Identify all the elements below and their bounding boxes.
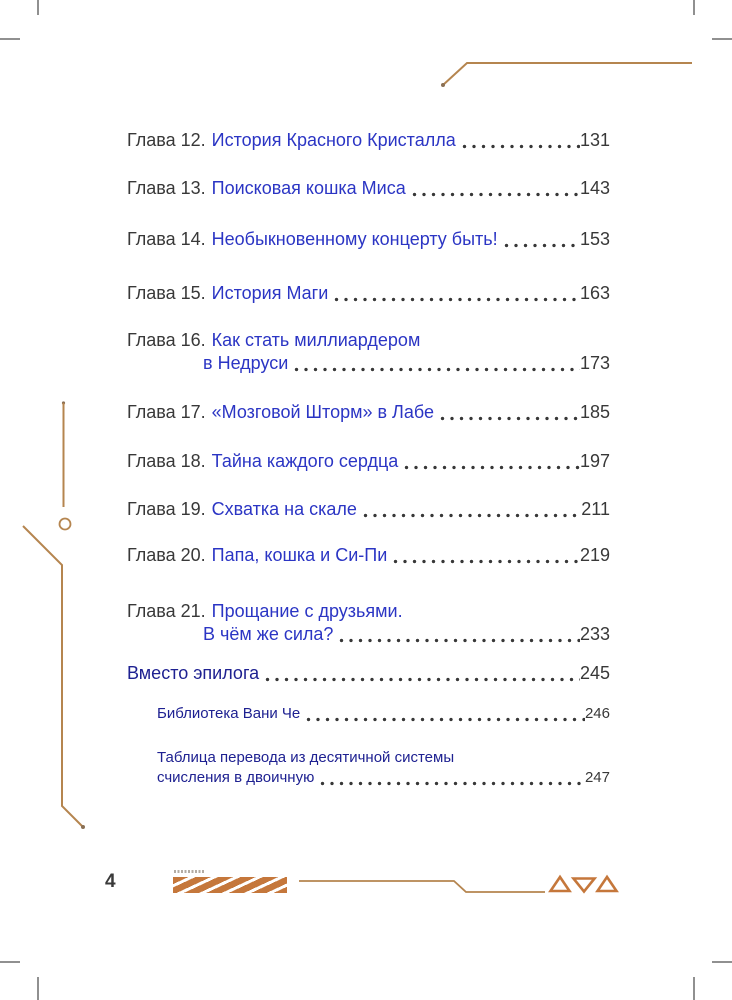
toc-entry bbox=[127, 282, 610, 305]
page-ref: 197 bbox=[579, 451, 610, 471]
dot-leader bbox=[294, 367, 580, 372]
chapter-title: Схватка на скале bbox=[211, 499, 357, 519]
chapter-title: Необыкновенному концерту быть! bbox=[211, 229, 498, 249]
page-ref: 131 bbox=[579, 130, 610, 150]
page-ref: 245 bbox=[579, 663, 610, 683]
dot-leader bbox=[504, 243, 580, 248]
toc-entry bbox=[127, 177, 610, 200]
toc-entry bbox=[127, 129, 610, 152]
chapter-label: Глава 15. bbox=[127, 283, 206, 303]
dot-leader bbox=[320, 781, 585, 786]
margin-line-left-icon bbox=[23, 401, 85, 829]
page-ref: 173 bbox=[579, 353, 610, 373]
chapter-label: Глава 19. bbox=[127, 499, 206, 519]
chapter-label: Глава 14. bbox=[127, 229, 206, 249]
page-ref: 153 bbox=[579, 229, 610, 249]
dot-leader bbox=[393, 559, 580, 564]
dot-leader bbox=[462, 144, 580, 149]
toc-entry bbox=[127, 600, 610, 646]
chapter-title: Поисковая кошка Миса bbox=[211, 178, 406, 198]
chapter-label: Глава 12. bbox=[127, 130, 206, 150]
page-ref: 233 bbox=[579, 624, 610, 644]
dot-leader bbox=[412, 192, 580, 197]
chapter-label: Глава 20. bbox=[127, 545, 206, 565]
toc-entry-appendix bbox=[127, 748, 610, 788]
chapter-label: Глава 21. bbox=[127, 601, 206, 621]
chapter-title: Прощание с друзьями. bbox=[211, 601, 403, 621]
chapter-title: «Мозговой Шторм» в Лабе bbox=[211, 402, 434, 422]
dot-leader bbox=[265, 677, 580, 682]
chapter-title-line2: в Недруси bbox=[203, 353, 289, 373]
page-ref: 185 bbox=[579, 402, 610, 422]
page-ref: 163 bbox=[579, 283, 610, 303]
appendix-title: Библиотека Вани Че bbox=[157, 705, 301, 722]
toc-entry bbox=[127, 228, 610, 251]
page-ref: 247 bbox=[584, 769, 610, 786]
page-ref: 211 bbox=[581, 499, 610, 519]
page-ref: 246 bbox=[584, 705, 610, 722]
page-ref: 143 bbox=[579, 178, 610, 198]
chapter-label: Глава 17. bbox=[127, 402, 206, 422]
footer-connector-line-icon bbox=[299, 881, 545, 892]
footer-micro-text bbox=[174, 870, 204, 873]
toc-entry bbox=[127, 450, 610, 473]
epilogue-title: Вместо эпилога bbox=[127, 663, 260, 683]
chapter-title: История Маги bbox=[211, 283, 329, 303]
footer-hazard-stripes-icon bbox=[173, 877, 287, 893]
chapter-label: Глава 16. bbox=[127, 330, 206, 350]
page-ref: 219 bbox=[579, 545, 610, 565]
folio-page-number: 4 bbox=[105, 871, 116, 892]
dot-leader bbox=[404, 465, 580, 470]
toc-entry-epilogue bbox=[127, 662, 610, 685]
dot-leader bbox=[306, 717, 585, 722]
appendix-title-line2: счисления в двоичную bbox=[157, 769, 315, 786]
chapter-title-line2: В чём же сила? bbox=[203, 624, 334, 644]
toc-entry bbox=[127, 329, 610, 375]
chapter-label: Глава 18. bbox=[127, 451, 206, 471]
dot-leader bbox=[339, 638, 580, 643]
corner-line-top-right-icon bbox=[441, 63, 692, 87]
chapter-title: История Красного Кристалла bbox=[211, 130, 456, 150]
appendix-title: Таблица перевода из десятичной системы bbox=[157, 749, 455, 766]
toc-entry bbox=[127, 498, 610, 521]
dot-leader bbox=[334, 297, 580, 302]
chapter-title: Папа, кошка и Си-Пи bbox=[211, 545, 388, 565]
dot-leader bbox=[363, 513, 581, 518]
chapter-title: Как стать миллиардером bbox=[211, 330, 421, 350]
toc-entry bbox=[127, 401, 610, 424]
chapter-label: Глава 13. bbox=[127, 178, 206, 198]
toc-entry bbox=[127, 544, 610, 567]
footer-triangles-icon bbox=[551, 877, 617, 892]
toc-entry-appendix bbox=[127, 704, 610, 724]
chapter-title: Тайна каждого сердца bbox=[211, 451, 399, 471]
dot-leader bbox=[440, 416, 580, 421]
